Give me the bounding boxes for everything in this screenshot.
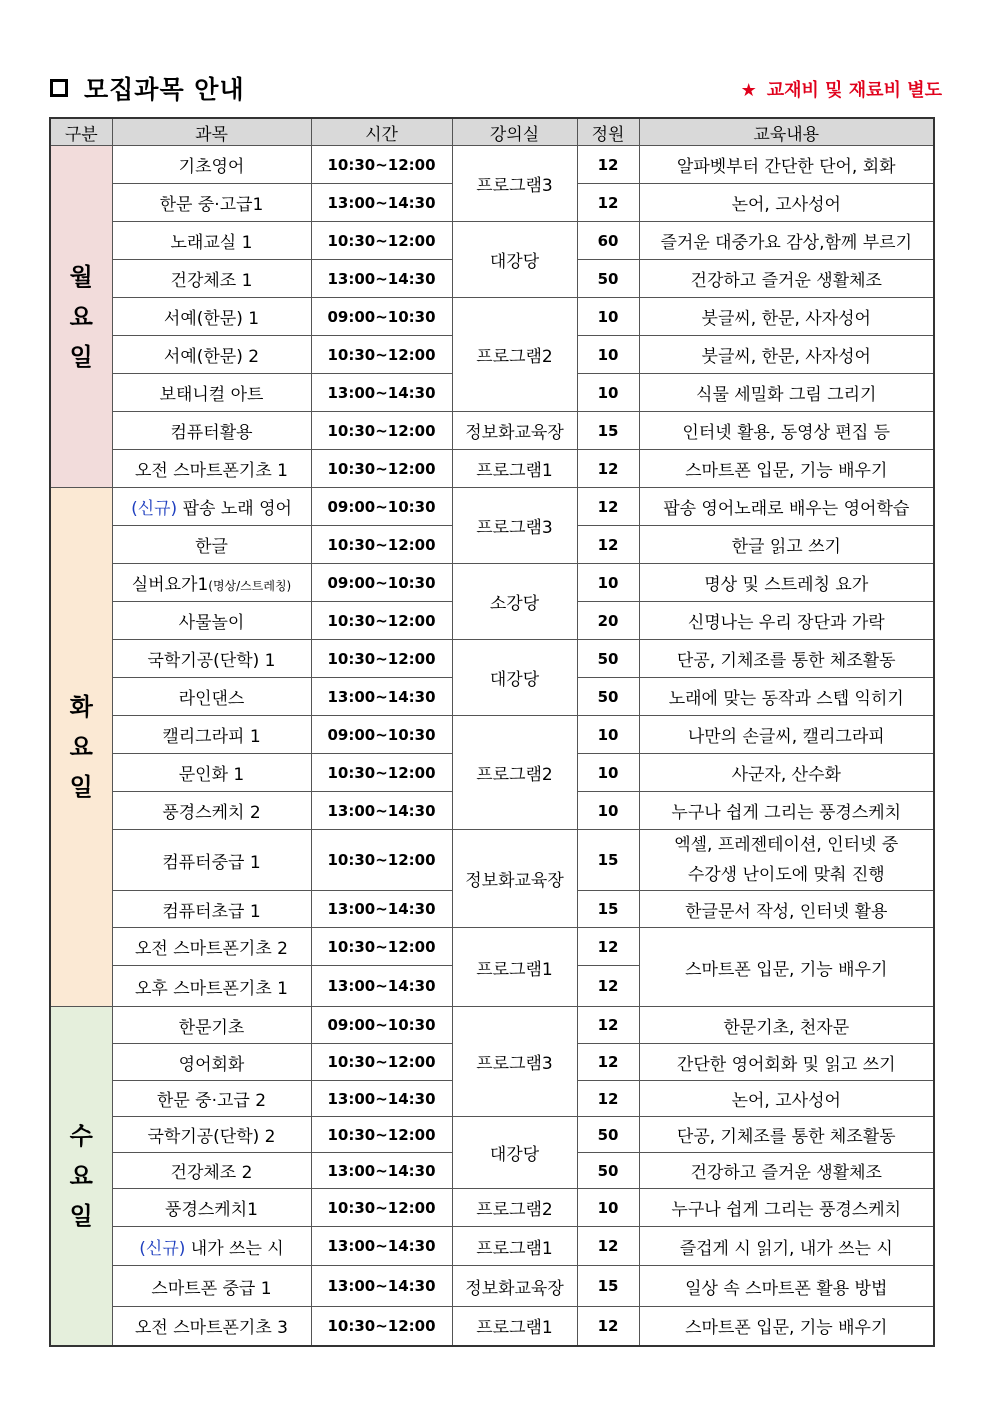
course-name: 컴퓨터초급 1 [112,891,311,928]
course-room: 프로그램1 [452,928,577,1007]
course-content: 누구나 쉽게 그리는 풍경스케치 [639,1189,934,1227]
table-row [50,412,934,450]
course-room: 정보화교육장 [452,830,577,928]
course-room: 프로그램2 [452,1189,577,1227]
course-time: 10:30~12:00 [311,602,452,640]
course-time: 10:30~12:00 [311,640,452,678]
course-name: 오전 스마트폰기초 1 [112,450,311,488]
course-name: (신규) 내가 쓰는 시 [112,1227,311,1266]
header-content: 교육내용 [639,118,934,146]
course-content: 명상 및 스트레칭 요가 [639,564,934,602]
course-content: 인터넷 활용, 동영상 편집 등 [639,412,934,450]
course-name: 국학기공(단학) 1 [112,640,311,678]
course-time: 13:00~14:30 [311,792,452,830]
course-content: 단공, 기체조를 통한 체조활동 [639,640,934,678]
course-capacity: 10 [577,564,639,602]
course-name: (신규) 팝송 노래 영어 [112,488,311,526]
course-time: 10:30~12:00 [311,146,452,184]
course-capacity: 50 [577,678,639,716]
course-name: 국학기공(단학) 2 [112,1117,311,1153]
course-content: 건강하고 즐거운 생활체조 [639,260,934,298]
course-time: 13:00~14:30 [311,678,452,716]
table-row [50,1227,934,1266]
course-content: 나만의 손글씨, 캘리그라피 [639,716,934,754]
course-capacity: 15 [577,891,639,928]
course-capacity: 50 [577,1117,639,1153]
course-content: 팝송 영어노래로 배우는 영어학습 [639,488,934,526]
course-capacity: 50 [577,260,639,298]
course-room: 소강당 [452,564,577,640]
course-content: 건강하고 즐거운 생활체조 [639,1153,934,1189]
course-capacity: 12 [577,966,639,1007]
header-room: 강의실 [452,118,577,146]
table-row [50,640,934,678]
course-content: 신명나는 우리 장단과 가락 [639,602,934,640]
course-name: 오후 스마트폰기초 1 [112,966,311,1007]
course-time: 09:00~10:30 [311,1007,452,1044]
table-row [50,1117,934,1153]
course-name: 스마트폰 중급 1 [112,1266,311,1307]
course-time: 13:00~14:30 [311,1227,452,1266]
table-row [50,1307,934,1346]
course-name: 건강체조 1 [112,260,311,298]
course-name: 풍경스케치1 [112,1189,311,1227]
course-time: 10:30~12:00 [311,1307,452,1346]
course-content: 식물 세밀화 그림 그리기 [639,374,934,412]
course-time: 10:30~12:00 [311,754,452,792]
table-row [50,488,934,526]
header-day: 구분 [50,118,112,146]
course-name: 오전 스마트폰기초 3 [112,1307,311,1346]
course-content: 단공, 기체조를 통한 체조활동 [639,1117,934,1153]
course-name: 한문 중·고급1 [112,184,311,222]
table-header-row [50,118,934,146]
course-capacity: 12 [577,184,639,222]
new-tag: (신규) [139,1238,186,1259]
course-name: 한문기초 [112,1007,311,1044]
course-name: 컴퓨터중급 1 [112,830,311,891]
table-row [50,928,934,966]
course-room: 프로그램1 [452,450,577,488]
course-name: 실버요가1(명상/스트레칭) [112,564,311,602]
table-row [50,1266,934,1307]
header-course: 과목 [112,118,311,146]
material-fee-note [741,76,942,102]
course-room: 프로그램3 [452,488,577,564]
header-capacity: 정원 [577,118,639,146]
course-name: 풍경스케치 2 [112,792,311,830]
course-capacity: 12 [577,146,639,184]
course-name: 한글 [112,526,311,564]
course-capacity: 12 [577,1307,639,1346]
course-content: 일상 속 스마트폰 활용 방법 [639,1266,934,1307]
day-monday: 월 요 일 [50,146,112,488]
course-content: 사군자, 산수화 [639,754,934,792]
table-row [50,1189,934,1227]
course-capacity: 12 [577,928,639,966]
course-content: 즐겁게 시 읽기, 내가 쓰는 시 [639,1227,934,1266]
course-time: 09:00~10:30 [311,564,452,602]
course-time: 10:30~12:00 [311,526,452,564]
course-name: 건강체조 2 [112,1153,311,1189]
course-capacity: 12 [577,1044,639,1081]
course-content: 붓글씨, 한문, 사자성어 [639,336,934,374]
course-content: 알파벳부터 간단한 단어, 회화 [639,146,934,184]
course-name: 기초영어 [112,146,311,184]
course-time: 09:00~10:30 [311,298,452,336]
course-time: 13:00~14:30 [311,966,452,1007]
course-capacity: 10 [577,374,639,412]
checkbox-icon [50,79,68,97]
course-capacity: 12 [577,526,639,564]
course-content: 한글 읽고 쓰기 [639,526,934,564]
course-room: 프로그램2 [452,716,577,830]
course-name: 캘리그라피 1 [112,716,311,754]
course-time: 10:30~12:00 [311,1189,452,1227]
table-row [50,298,934,336]
course-name: 오전 스마트폰기초 2 [112,928,311,966]
course-table [49,117,935,1347]
header-time: 시간 [311,118,452,146]
course-time: 13:00~14:30 [311,260,452,298]
course-capacity: 50 [577,1153,639,1189]
course-time: 10:30~12:00 [311,450,452,488]
course-capacity: 12 [577,1007,639,1044]
course-time: 10:30~12:00 [311,928,452,966]
course-content: 한글문서 작성, 인터넷 활용 [639,891,934,928]
course-content: 논어, 고사성어 [639,184,934,222]
course-time: 09:00~10:30 [311,488,452,526]
course-capacity: 12 [577,450,639,488]
course-time: 13:00~14:30 [311,1081,452,1117]
course-time: 13:00~14:30 [311,184,452,222]
table-row [50,1007,934,1044]
course-content: 붓글씨, 한문, 사자성어 [639,298,934,336]
table-row [50,830,934,891]
course-room: 프로그램2 [452,298,577,412]
note-text: 교재비 및 재료비 별도 [766,80,942,101]
table-row [50,450,934,488]
course-time: 10:30~12:00 [311,336,452,374]
star-icon: ★ [740,80,757,101]
course-capacity: 10 [577,754,639,792]
course-content: 스마트폰 입문, 기능 배우기 [639,450,934,488]
course-capacity: 15 [577,1266,639,1307]
course-room: 정보화교육장 [452,412,577,450]
course-name: 노래교실 1 [112,222,311,260]
course-content: 엑셀, 프레젠테이션, 인터넷 중 수강생 난이도에 맞춰 진행 [639,830,934,891]
course-time: 10:30~12:00 [311,1044,452,1081]
course-time: 13:00~14:30 [311,891,452,928]
course-name: 서예(한문) 2 [112,336,311,374]
course-room: 프로그램1 [452,1307,577,1346]
course-room: 프로그램1 [452,1227,577,1266]
course-room: 대강당 [452,640,577,716]
course-room: 정보화교육장 [452,1266,577,1307]
course-content: 논어, 고사성어 [639,1081,934,1117]
course-content: 간단한 영어회화 및 읽고 쓰기 [639,1044,934,1081]
course-name: 사물놀이 [112,602,311,640]
course-name: 영어회화 [112,1044,311,1081]
course-content: 한문기초, 천자문 [639,1007,934,1044]
course-capacity: 60 [577,222,639,260]
table-row [50,716,934,754]
course-room: 대강당 [452,222,577,298]
course-content: 즐거운 대중가요 감상,함께 부르기 [639,222,934,260]
course-room: 프로그램3 [452,1007,577,1117]
course-content: 스마트폰 입문, 기능 배우기 [639,1307,934,1346]
table-row [50,564,934,602]
new-tag: (신규) [131,499,178,519]
course-capacity: 15 [577,830,639,891]
course-time: 13:00~14:30 [311,1153,452,1189]
course-capacity: 10 [577,1189,639,1227]
course-name: 한문 중·고급 2 [112,1081,311,1117]
course-capacity: 10 [577,716,639,754]
course-time: 10:30~12:00 [311,412,452,450]
day-wednesday: 수 요 일 [50,1007,112,1346]
day-tuesday: 화 요 일 [50,488,112,1007]
course-name: 라인댄스 [112,678,311,716]
page-title [50,70,245,106]
course-capacity: 12 [577,1227,639,1266]
course-capacity: 12 [577,1081,639,1117]
course-capacity: 50 [577,640,639,678]
course-time: 13:00~14:30 [311,374,452,412]
course-capacity: 10 [577,792,639,830]
course-room: 대강당 [452,1117,577,1189]
course-time: 10:30~12:00 [311,830,452,891]
course-name: 서예(한문) 1 [112,298,311,336]
course-capacity: 10 [577,336,639,374]
course-content: 스마트폰 입문, 기능 배우기 [639,928,934,1007]
course-time: 10:30~12:00 [311,1117,452,1153]
course-capacity: 15 [577,412,639,450]
course-time: 09:00~10:30 [311,716,452,754]
table-row [50,222,934,260]
course-capacity: 12 [577,488,639,526]
course-time: 13:00~14:30 [311,1266,452,1307]
course-name: 보태니컬 아트 [112,374,311,412]
table-row [50,146,934,184]
title-text: 모집과목 안내 [84,75,245,104]
course-capacity: 10 [577,298,639,336]
course-capacity: 20 [577,602,639,640]
course-time: 10:30~12:00 [311,222,452,260]
course-name: 컴퓨터활용 [112,412,311,450]
course-content: 노래에 맞는 동작과 스텝 익히기 [639,678,934,716]
course-name: 문인화 1 [112,754,311,792]
course-room: 프로그램3 [452,146,577,222]
course-content: 누구나 쉽게 그리는 풍경스케치 [639,792,934,830]
